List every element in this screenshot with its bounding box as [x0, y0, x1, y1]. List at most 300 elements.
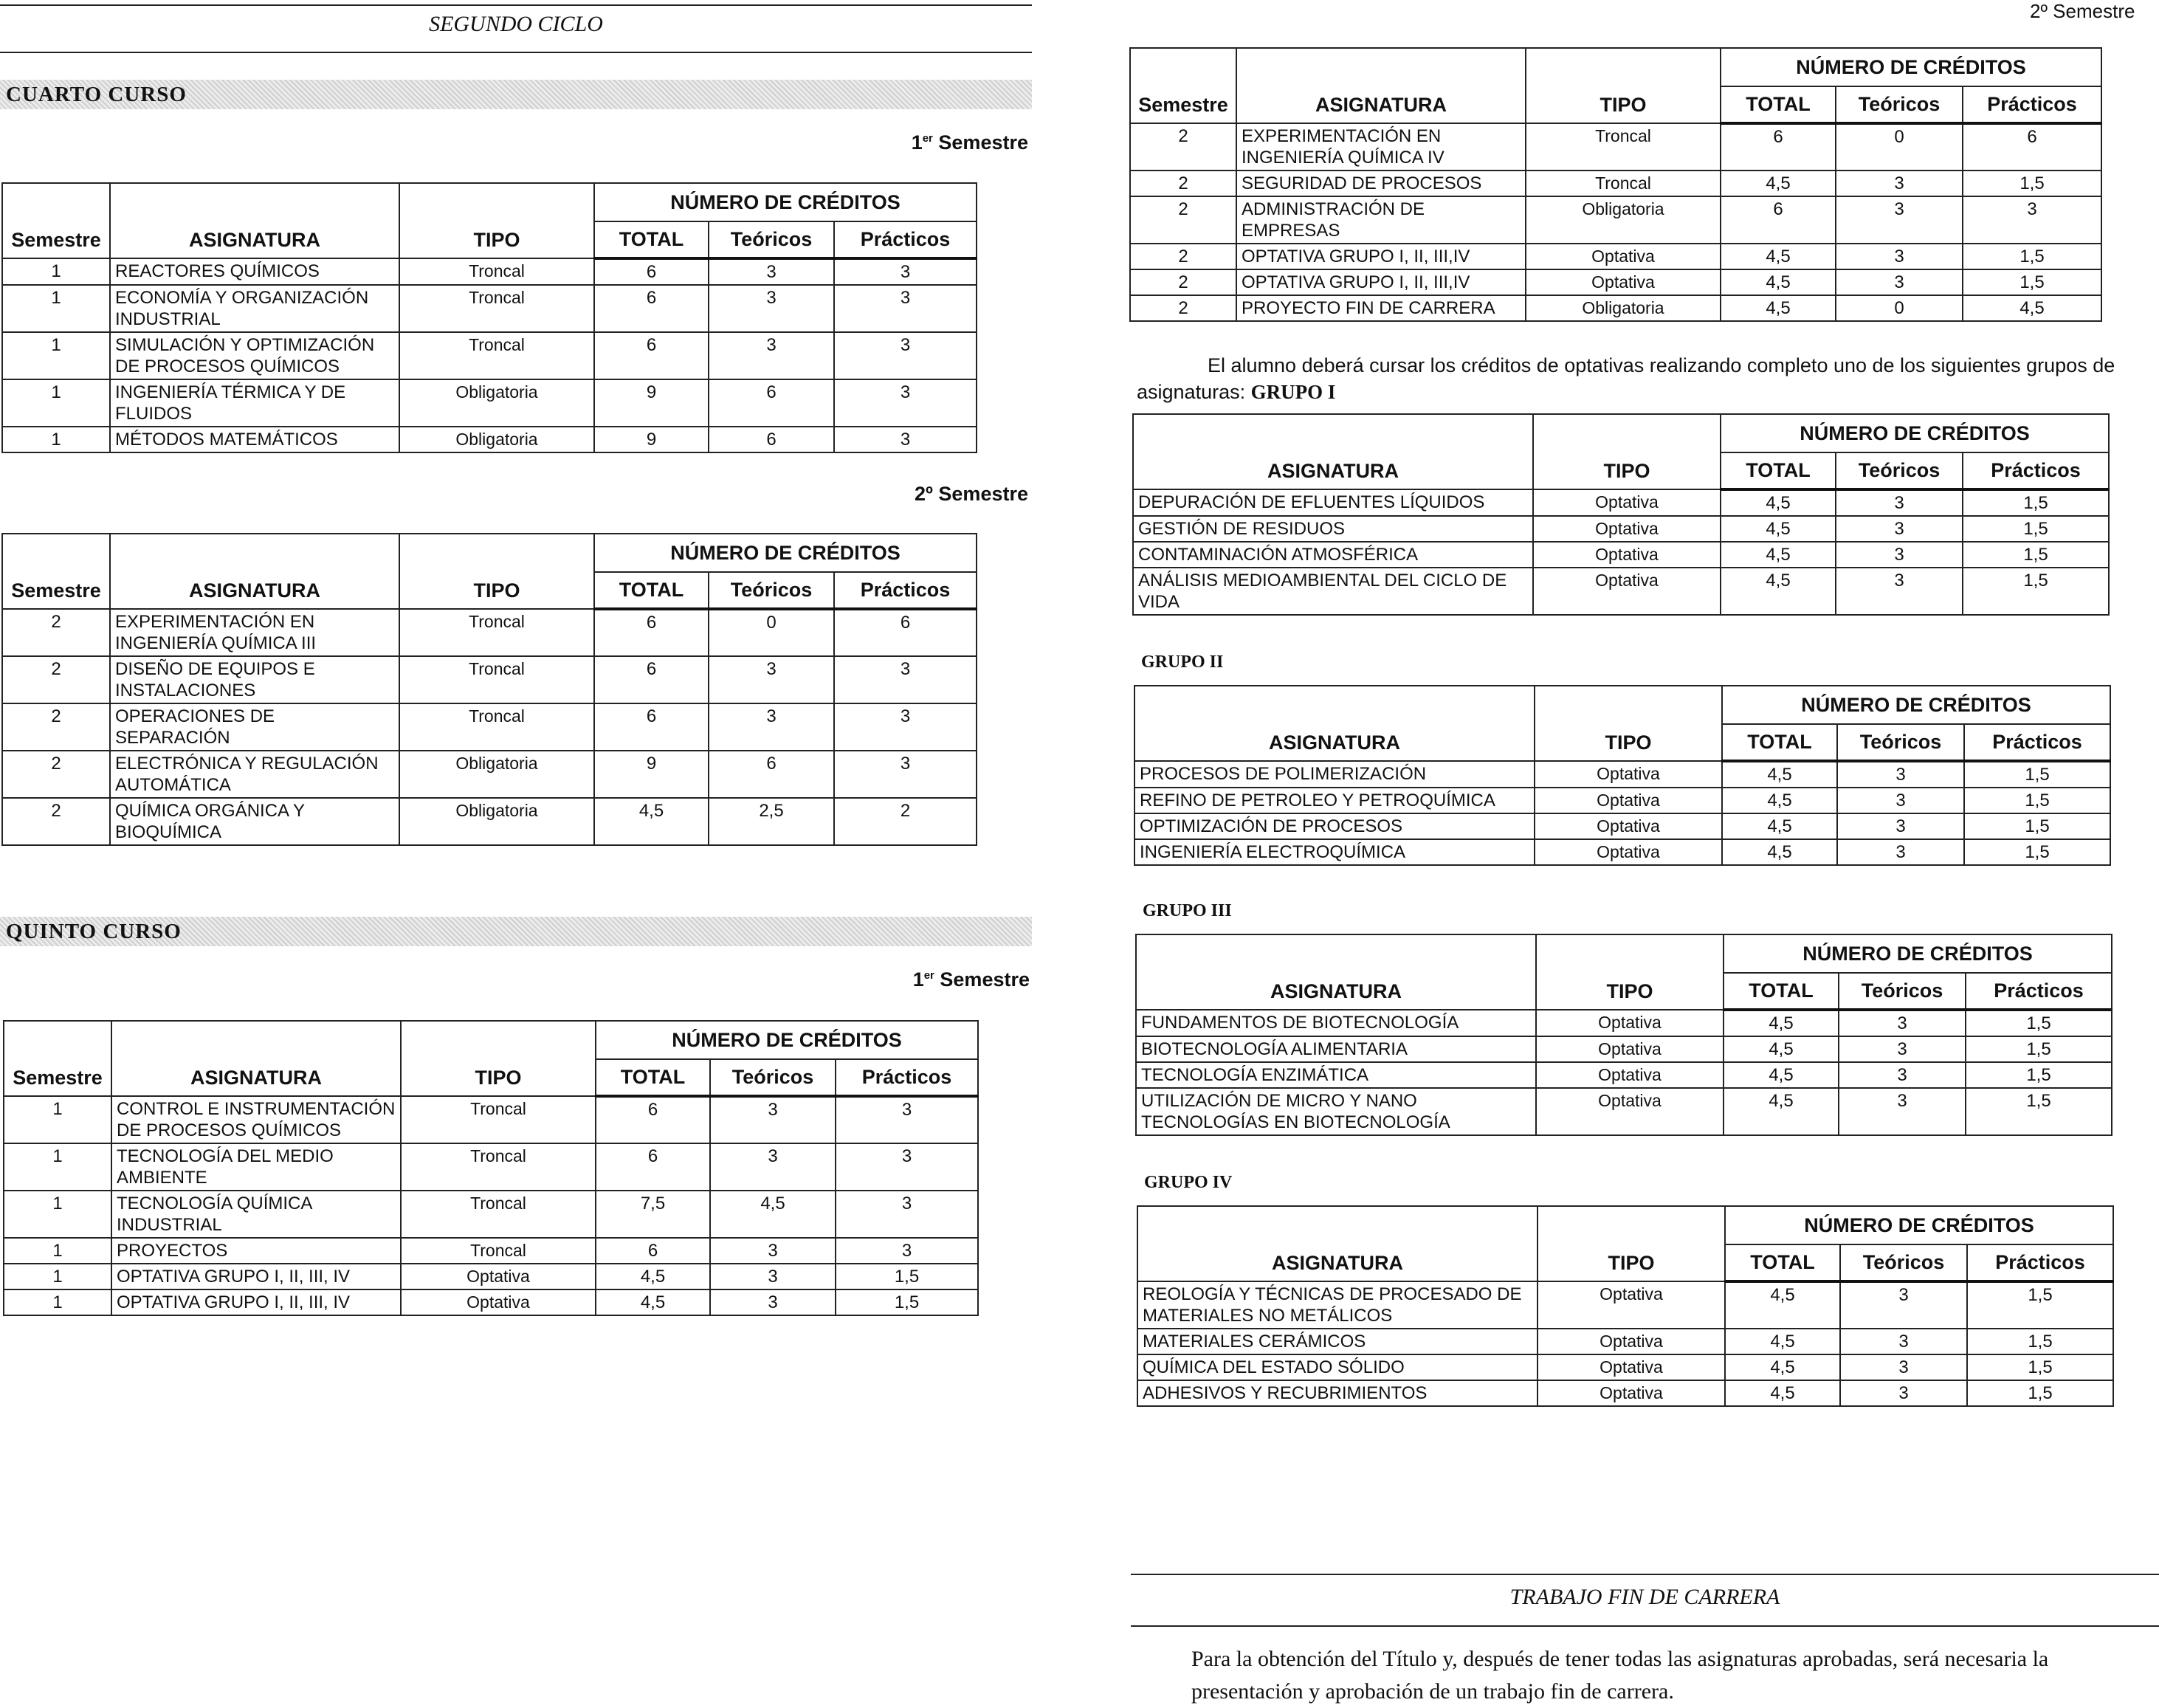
table-row — [1136, 1088, 2112, 1135]
cell-teoricos: 3 — [1839, 1036, 1966, 1062]
cell-asignatura: ECONOMÍA Y ORGANIZACIÓN INDUSTRIAL — [110, 285, 399, 332]
table-row — [2, 703, 977, 751]
cell-total: 4,5 — [1722, 813, 1837, 839]
cell-asignatura: OPTIMIZACIÓN DE PROCESOS — [1134, 813, 1535, 839]
cell-practicos: 1,5 — [1963, 568, 2109, 615]
corner-semester-label: 2º Semestre — [2030, 0, 2135, 22]
sem-num: 1 — [911, 131, 923, 154]
table-row — [2, 427, 977, 452]
cell-total: 4,5 — [1725, 1380, 1840, 1406]
cell-total: 4,5 — [594, 798, 709, 845]
cell-asignatura: QUÍMICA ORGÁNICA Y BIOQUÍMICA — [110, 798, 399, 845]
table-row — [1134, 839, 2110, 865]
cuarto-sem1-label — [812, 131, 1028, 154]
cell-teoricos: 3 — [1836, 516, 1963, 542]
table-row — [4, 1143, 978, 1191]
cell-practicos: 1,5 — [836, 1289, 978, 1315]
cell-total: 7,5 — [596, 1191, 710, 1238]
cell-asignatura: CONTAMINACIÓN ATMOSFÉRICA — [1133, 542, 1533, 568]
group-1-label: GRUPO I — [1250, 381, 1336, 403]
cell-total: 6 — [596, 1096, 710, 1143]
col-asignatura: ASIGNATURA — [1133, 414, 1533, 489]
cell-asignatura: PROYECTO FIN DE CARRERA — [1236, 295, 1526, 321]
cell-asignatura: ELECTRÓNICA Y REGULACIÓN AUTOMÁTICA — [110, 751, 399, 798]
table-row — [4, 1238, 978, 1264]
col-tipo: TIPO — [1535, 686, 1722, 761]
cuarto-curso-heading — [0, 80, 1032, 109]
col-total: TOTAL — [596, 1059, 710, 1096]
cell-total: 6 — [594, 258, 709, 285]
col-teoricos: Teóricos — [1837, 724, 1964, 761]
table-row — [1130, 123, 2101, 171]
sem-text: Semestre — [934, 968, 1030, 991]
cell-practicos: 1,5 — [1966, 1088, 2112, 1135]
cell-teoricos: 3 — [710, 1238, 836, 1264]
col-practicos: Prácticos — [1964, 724, 2110, 761]
cell-practicos: 3 — [834, 703, 977, 751]
col-creditos: NÚMERO DE CRÉDITOS — [1721, 414, 2109, 452]
cell-asignatura: SIMULACIÓN Y OPTIMIZACIÓN DE PROCESOS QUÍMICOS — [110, 332, 399, 379]
cell-semestre: 2 — [2, 609, 110, 656]
table-row — [2, 751, 977, 798]
cell-teoricos: 3 — [1840, 1329, 1967, 1354]
table-row — [1133, 542, 2109, 568]
table-row — [2, 258, 977, 285]
table-row — [1137, 1281, 2113, 1329]
cell-tipo: Optativa — [1536, 1062, 1724, 1088]
col-total: TOTAL — [1722, 724, 1837, 761]
cell-semestre: 1 — [2, 379, 110, 427]
table-row — [1130, 269, 2101, 295]
cell-semestre: 1 — [2, 258, 110, 285]
cell-tipo: Optativa — [1533, 516, 1721, 542]
table-row — [1130, 171, 2101, 196]
cell-semestre: 1 — [4, 1238, 111, 1264]
cell-practicos: 1,5 — [1966, 1036, 2112, 1062]
cell-tipo: Troncal — [401, 1096, 596, 1143]
cell-asignatura: PROYECTOS — [111, 1238, 401, 1264]
cell-practicos: 3 — [834, 656, 977, 703]
cell-tipo: Troncal — [401, 1238, 596, 1264]
cell-teoricos: 3 — [1840, 1380, 1967, 1406]
cell-total: 4,5 — [1721, 244, 1836, 269]
col-creditos: NÚMERO DE CRÉDITOS — [594, 183, 977, 221]
cell-total: 6 — [594, 656, 709, 703]
cell-semestre: 2 — [1130, 269, 1236, 295]
cell-asignatura: OPERACIONES DE SEPARACIÓN — [110, 703, 399, 751]
col-tipo: TIPO — [399, 183, 594, 258]
cell-total: 4,5 — [596, 1289, 710, 1315]
table-row — [1137, 1380, 2113, 1406]
cell-practicos: 1,5 — [1963, 171, 2101, 196]
cell-total: 6 — [594, 285, 709, 332]
cell-tipo: Optativa — [1536, 1088, 1724, 1135]
cell-semestre: 2 — [2, 703, 110, 751]
sem-sup: er — [923, 969, 934, 982]
cell-teoricos: 3 — [1836, 489, 1963, 516]
cell-practicos: 1,5 — [836, 1264, 978, 1289]
col-practicos: Prácticos — [1963, 86, 2101, 123]
cell-practicos: 1,5 — [1963, 489, 2109, 516]
table-row — [4, 1191, 978, 1238]
cell-practicos: 3 — [834, 427, 977, 452]
col-asignatura: ASIGNATURA — [110, 183, 399, 258]
cell-tipo: Optativa — [1538, 1380, 1725, 1406]
table-row — [1137, 1329, 2113, 1354]
cell-total: 6 — [1721, 123, 1836, 171]
table-row — [1134, 813, 2110, 839]
table-quinto-sem1 — [3, 1020, 979, 1316]
cell-tipo: Optativa — [1535, 788, 1722, 813]
cell-asignatura: ADHESIVOS Y RECUBRIMIENTOS — [1137, 1380, 1538, 1406]
col-creditos: NÚMERO DE CRÉDITOS — [1724, 934, 2112, 973]
cell-total: 9 — [594, 427, 709, 452]
col-asignatura: ASIGNATURA — [1137, 1206, 1538, 1281]
cell-total: 4,5 — [1724, 1088, 1839, 1135]
cell-practicos: 1,5 — [1967, 1380, 2113, 1406]
col-asignatura: ASIGNATURA — [1134, 686, 1535, 761]
cell-total: 4,5 — [1724, 1062, 1839, 1088]
cell-teoricos: 3 — [710, 1096, 836, 1143]
cell-semestre: 1 — [2, 332, 110, 379]
col-asignatura: ASIGNATURA — [111, 1021, 401, 1096]
cell-practicos: 1,5 — [1963, 542, 2109, 568]
cell-tipo: Optativa — [1535, 761, 1722, 788]
col-creditos: NÚMERO DE CRÉDITOS — [1725, 1206, 2113, 1244]
cell-teoricos: 3 — [709, 285, 834, 332]
col-tipo: TIPO — [401, 1021, 596, 1096]
cell-practicos: 3 — [836, 1143, 978, 1191]
cell-asignatura: SEGURIDAD DE PROCESOS — [1236, 171, 1526, 196]
cell-teoricos: 3 — [1836, 196, 1963, 244]
cell-tipo: Optativa — [1535, 839, 1722, 865]
col-asignatura: ASIGNATURA — [1236, 48, 1526, 123]
cell-semestre: 2 — [1130, 295, 1236, 321]
cell-asignatura: CONTROL E INSTRUMENTACIÓN DE PROCESOS QUÍMICOS — [111, 1096, 401, 1143]
cell-total: 4,5 — [1724, 1010, 1839, 1036]
col-teoricos: Teóricos — [1836, 452, 1963, 489]
cell-practicos: 3 — [836, 1191, 978, 1238]
table-row — [2, 332, 977, 379]
table-row — [1134, 788, 2110, 813]
table-grupo-1 — [1132, 413, 2110, 616]
table-row — [1136, 1036, 2112, 1062]
page-title: SEGUNDO CICLO — [429, 12, 603, 36]
cell-total: 4,5 — [1721, 171, 1836, 196]
cell-semestre: 1 — [4, 1264, 111, 1289]
col-total: TOTAL — [594, 221, 709, 258]
cell-teoricos: 3 — [710, 1143, 836, 1191]
table-row — [1130, 244, 2101, 269]
cell-teoricos: 3 — [709, 258, 834, 285]
col-teoricos: Teóricos — [710, 1059, 836, 1096]
cell-teoricos: 3 — [1840, 1354, 1967, 1380]
col-total: TOTAL — [1724, 973, 1839, 1010]
cell-semestre: 2 — [2, 751, 110, 798]
cell-teoricos: 0 — [1836, 123, 1963, 171]
trabajo-text: Para la obtención del Título y, después de tener todas las asignaturas aprobadas, será necesaria la presentación y aprobación de un trabajo fin de carrera. — [1191, 1647, 2049, 1704]
cell-practicos: 1,5 — [1963, 516, 2109, 542]
cell-total: 6 — [596, 1143, 710, 1191]
cell-asignatura: MÉTODOS MATEMÁTICOS — [110, 427, 399, 452]
col-semestre: Semestre — [2, 534, 110, 609]
table-row — [1136, 1062, 2112, 1088]
cell-tipo: Optativa — [1535, 813, 1722, 839]
table-row — [1136, 1010, 2112, 1036]
cell-tipo: Optativa — [401, 1264, 596, 1289]
cell-asignatura: EXPERIMENTACIÓN EN INGENIERÍA QUÍMICA IV — [1236, 123, 1526, 171]
col-creditos: NÚMERO DE CRÉDITOS — [594, 534, 977, 572]
cell-total: 4,5 — [1721, 516, 1836, 542]
cell-practicos: 6 — [834, 609, 977, 656]
cell-tipo: Optativa — [1536, 1010, 1724, 1036]
cell-asignatura: ANÁLISIS MEDIOAMBIENTAL DEL CICLO DE VIDA — [1133, 568, 1533, 615]
table-row — [1133, 489, 2109, 516]
cell-tipo: Optativa — [1533, 489, 1721, 516]
trabajo-top-rule — [1131, 1574, 2159, 1575]
cell-asignatura: OPTATIVA GRUPO I, II, III, IV — [111, 1289, 401, 1315]
cell-practicos: 1,5 — [1966, 1062, 2112, 1088]
cell-teoricos: 3 — [709, 656, 834, 703]
cell-asignatura: MATERIALES CERÁMICOS — [1137, 1329, 1538, 1354]
cell-teoricos: 3 — [1839, 1088, 1966, 1135]
cell-practicos: 1,5 — [1967, 1281, 2113, 1329]
col-practicos: Prácticos — [1966, 973, 2112, 1010]
group-2-label: GRUPO II — [1141, 652, 1224, 672]
cell-total: 9 — [594, 379, 709, 427]
cell-teoricos: 6 — [709, 751, 834, 798]
sem-num: 1 — [912, 968, 924, 991]
cell-total: 6 — [596, 1238, 710, 1264]
cell-semestre: 2 — [2, 656, 110, 703]
cell-semestre: 2 — [1130, 196, 1236, 244]
col-creditos: NÚMERO DE CRÉDITOS — [1722, 686, 2110, 724]
table-row — [2, 656, 977, 703]
cell-total: 4,5 — [1725, 1281, 1840, 1329]
cell-tipo: Troncal — [399, 285, 594, 332]
cell-total: 6 — [594, 703, 709, 751]
cell-tipo: Troncal — [399, 258, 594, 285]
cell-tipo: Obligatoria — [399, 427, 594, 452]
col-tipo: TIPO — [1536, 934, 1724, 1010]
cell-practicos: 2 — [834, 798, 977, 845]
cell-teoricos: 3 — [1837, 761, 1964, 788]
col-teoricos: Teóricos — [709, 572, 834, 609]
cell-tipo: Obligatoria — [1526, 196, 1721, 244]
cell-tipo: Troncal — [1526, 171, 1721, 196]
top-rule-left — [0, 4, 1032, 6]
cell-practicos: 3 — [834, 258, 977, 285]
col-semestre: Semestre — [2, 183, 110, 258]
cell-total: 4,5 — [1721, 489, 1836, 516]
cell-total: 4,5 — [596, 1264, 710, 1289]
cell-practicos: 3 — [836, 1238, 978, 1264]
cell-tipo: Optativa — [1533, 568, 1721, 615]
cell-asignatura: INGENIERÍA TÉRMICA Y DE FLUIDOS — [110, 379, 399, 427]
cell-practicos: 3 — [834, 332, 977, 379]
cell-asignatura: OPTATIVA GRUPO I, II, III,IV — [1236, 244, 1526, 269]
table-row — [2, 285, 977, 332]
cell-total: 4,5 — [1721, 295, 1836, 321]
cell-asignatura: REFINO DE PETROLEO Y PETROQUÍMICA — [1134, 788, 1535, 813]
cell-asignatura: FUNDAMENTOS DE BIOTECNOLOGÍA — [1136, 1010, 1536, 1036]
col-teoricos: Teóricos — [1839, 973, 1966, 1010]
cell-practicos: 3 — [834, 285, 977, 332]
col-practicos: Prácticos — [834, 221, 977, 258]
optativas-note-text: El alumno deberá cursar los créditos de optativas realizando completo uno de los siguientes grupos de asignaturas: — [1137, 354, 2115, 403]
cell-teoricos: 3 — [1839, 1062, 1966, 1088]
cell-semestre: 1 — [4, 1143, 111, 1191]
table-row — [4, 1289, 978, 1315]
group-3-label: GRUPO III — [1143, 901, 1232, 920]
cell-tipo: Troncal — [399, 609, 594, 656]
cell-asignatura: UTILIZACIÓN DE MICRO Y NANO TECNOLOGÍAS EN BIOTECNOLOGÍA — [1136, 1088, 1536, 1135]
cell-practicos: 3 — [836, 1096, 978, 1143]
table-row — [4, 1264, 978, 1289]
cell-semestre: 1 — [4, 1289, 111, 1315]
cell-tipo: Optativa — [1526, 244, 1721, 269]
col-semestre: Semestre — [4, 1021, 111, 1096]
cell-tipo: Optativa — [1526, 269, 1721, 295]
cell-tipo: Obligatoria — [399, 379, 594, 427]
col-total: TOTAL — [1725, 1244, 1840, 1281]
table-grupo-4 — [1137, 1205, 2114, 1407]
cell-practicos: 3 — [834, 379, 977, 427]
table-row — [2, 379, 977, 427]
cell-tipo: Obligatoria — [399, 751, 594, 798]
cell-total: 4,5 — [1725, 1329, 1840, 1354]
cell-tipo: Troncal — [401, 1143, 596, 1191]
title-underline — [0, 52, 1032, 53]
table-cuarto-sem2 — [1, 533, 977, 846]
cell-asignatura: PROCESOS DE POLIMERIZACIÓN — [1134, 761, 1535, 788]
table-row — [1130, 295, 2101, 321]
quinto-sem1-label — [812, 968, 1030, 991]
cell-teoricos: 3 — [1836, 171, 1963, 196]
cell-tipo: Obligatoria — [1526, 295, 1721, 321]
cell-asignatura: REACTORES QUÍMICOS — [110, 258, 399, 285]
cell-practicos: 6 — [1963, 123, 2101, 171]
col-asignatura: ASIGNATURA — [110, 534, 399, 609]
cell-teoricos: 3 — [1837, 788, 1964, 813]
cell-practicos: 1,5 — [1964, 788, 2110, 813]
cell-teoricos: 3 — [1837, 839, 1964, 865]
cell-semestre: 2 — [1130, 123, 1236, 171]
cell-asignatura: ADMINISTRACIÓN DE EMPRESAS — [1236, 196, 1526, 244]
group-4-label: GRUPO IV — [1144, 1173, 1233, 1192]
cell-tipo: Troncal — [399, 703, 594, 751]
cell-tipo: Obligatoria — [399, 798, 594, 845]
table-row — [1134, 761, 2110, 788]
cell-asignatura: TECNOLOGÍA ENZIMÁTICA — [1136, 1062, 1536, 1088]
cell-teoricos: 0 — [1836, 295, 1963, 321]
quinto-curso-title: QUINTO CURSO — [6, 920, 182, 943]
cell-total: 4,5 — [1722, 788, 1837, 813]
sem-sup: er — [922, 132, 933, 145]
quinto-curso-heading — [0, 917, 1032, 946]
cell-asignatura: INGENIERÍA ELECTROQUÍMICA — [1134, 839, 1535, 865]
table-row — [1137, 1354, 2113, 1380]
col-practicos: Prácticos — [1963, 452, 2109, 489]
cell-practicos: 1,5 — [1963, 244, 2101, 269]
cell-total: 6 — [594, 332, 709, 379]
cell-semestre: 1 — [2, 285, 110, 332]
cell-asignatura: TECNOLOGÍA DEL MEDIO AMBIENTE — [111, 1143, 401, 1191]
cell-practicos: 1,5 — [1967, 1354, 2113, 1380]
cell-practicos: 1,5 — [1964, 839, 2110, 865]
cell-tipo: Optativa — [1538, 1281, 1725, 1329]
cell-semestre: 2 — [2, 798, 110, 845]
cuarto-sem2-label: 2º Semestre — [915, 483, 1028, 505]
table-row — [4, 1096, 978, 1143]
cell-asignatura: REOLOGÍA Y TÉCNICAS DE PROCESADO DE MATERIALES NO METÁLICOS — [1137, 1281, 1538, 1329]
col-tipo: TIPO — [399, 534, 594, 609]
table-row — [1133, 568, 2109, 615]
cell-asignatura: BIOTECNOLOGÍA ALIMENTARIA — [1136, 1036, 1536, 1062]
cell-teoricos: 3 — [709, 703, 834, 751]
cell-teoricos: 3 — [1840, 1281, 1967, 1329]
cell-total: 4,5 — [1722, 761, 1837, 788]
table-quinto-sem2 — [1129, 47, 2102, 322]
col-total: TOTAL — [1721, 452, 1836, 489]
table-grupo-3 — [1135, 934, 2112, 1136]
cell-teoricos: 3 — [1839, 1010, 1966, 1036]
col-teoricos: Teóricos — [1836, 86, 1963, 123]
cell-teoricos: 2,5 — [709, 798, 834, 845]
table-row — [2, 609, 977, 656]
cell-asignatura: OPTATIVA GRUPO I, II, III,IV — [1236, 269, 1526, 295]
trabajo-bottom-rule — [1131, 1625, 2159, 1627]
cell-asignatura: GESTIÓN DE RESIDUOS — [1133, 516, 1533, 542]
cell-tipo: Troncal — [1526, 123, 1721, 171]
col-teoricos: Teóricos — [1840, 1244, 1967, 1281]
col-practicos: Prácticos — [834, 572, 977, 609]
col-tipo: TIPO — [1533, 414, 1721, 489]
cell-total: 4,5 — [1721, 542, 1836, 568]
col-total: TOTAL — [1721, 86, 1836, 123]
sem-text: Semestre — [932, 131, 1028, 154]
cell-tipo: Troncal — [399, 332, 594, 379]
cell-semestre: 2 — [1130, 171, 1236, 196]
cell-total: 4,5 — [1721, 269, 1836, 295]
trabajo-title: TRABAJO FIN DE CARRERA — [1509, 1585, 1780, 1609]
cell-practicos: 4,5 — [1963, 295, 2101, 321]
col-creditos: NÚMERO DE CRÉDITOS — [596, 1021, 978, 1059]
cell-total: 4,5 — [1725, 1354, 1840, 1380]
cell-practicos: 1,5 — [1967, 1329, 2113, 1354]
cell-teoricos: 0 — [709, 609, 834, 656]
cell-semestre: 1 — [4, 1191, 111, 1238]
cell-tipo: Optativa — [1538, 1354, 1725, 1380]
cell-tipo: Optativa — [1538, 1329, 1725, 1354]
cell-asignatura: EXPERIMENTACIÓN EN INGENIERÍA QUÍMICA III — [110, 609, 399, 656]
cell-teoricos: 3 — [709, 332, 834, 379]
cell-semestre: 1 — [2, 427, 110, 452]
table-row — [2, 798, 977, 845]
cell-teoricos: 4,5 — [710, 1191, 836, 1238]
cell-tipo: Optativa — [401, 1289, 596, 1315]
col-tipo: TIPO — [1538, 1206, 1725, 1281]
cell-practicos: 3 — [1963, 196, 2101, 244]
cell-practicos: 3 — [834, 751, 977, 798]
cell-semestre: 2 — [1130, 244, 1236, 269]
cell-total: 4,5 — [1721, 568, 1836, 615]
cell-practicos: 1,5 — [1963, 269, 2101, 295]
cell-asignatura: DISEÑO DE EQUIPOS E INSTALACIONES — [110, 656, 399, 703]
col-creditos: NÚMERO DE CRÉDITOS — [1721, 48, 2101, 86]
cell-total: 6 — [594, 609, 709, 656]
cell-total: 9 — [594, 751, 709, 798]
